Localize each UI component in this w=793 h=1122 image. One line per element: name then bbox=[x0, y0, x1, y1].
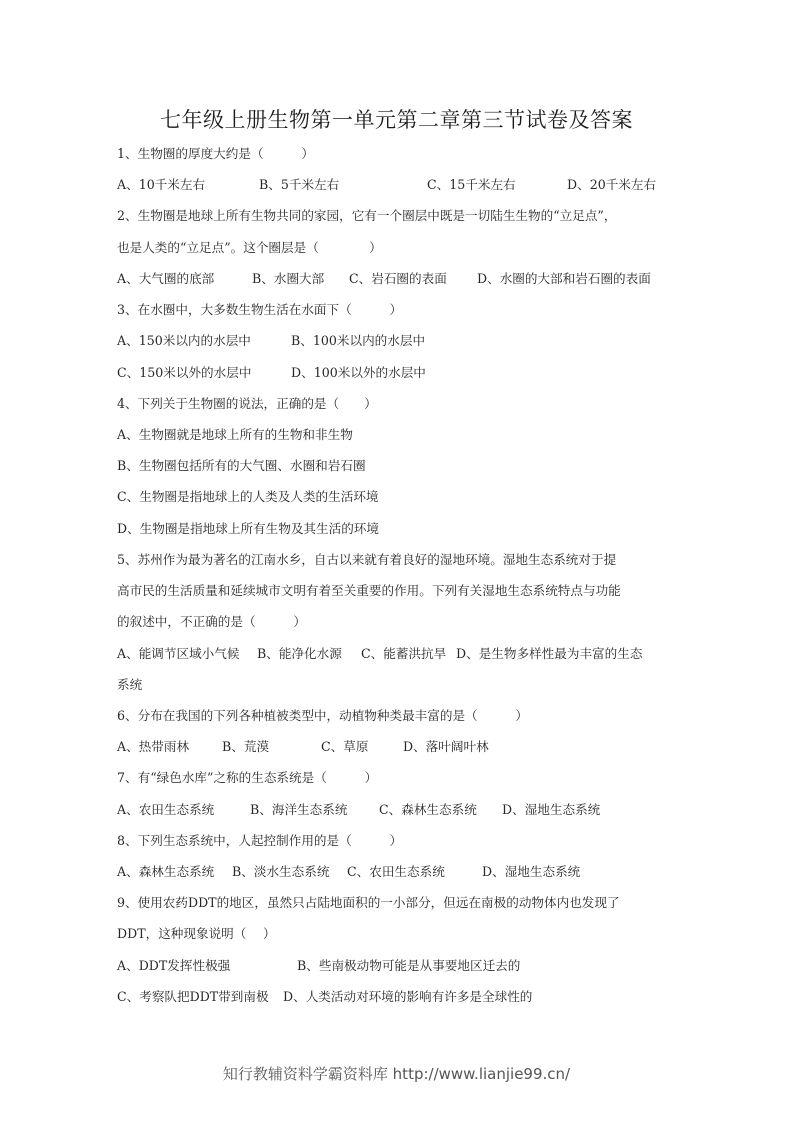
question-6-stem: 6、分布在我国的下列各种植被类型中，动植物种类最丰富的是（ ） bbox=[117, 708, 529, 723]
option-c: C、生物圈是指地球上的人类及人类的生活环境 bbox=[117, 489, 379, 504]
option-a: A、农田生态系统 bbox=[117, 802, 215, 817]
option-d: D、20千米左右 bbox=[567, 177, 657, 192]
question-9-stem-line-1: 9、使用农药DDT的地区，虽然只占陆地面积的一小部分，但远在南极的动物体内也发现了 bbox=[117, 895, 620, 910]
option-b: B、生物圈包括所有的大气圈、水圈和岩石圈 bbox=[117, 458, 366, 473]
option-a: A、DDT发挥性极强 bbox=[117, 958, 231, 973]
option-b: B、海洋生态系统 bbox=[250, 802, 348, 817]
option-c: C、森林生态系统 bbox=[379, 802, 477, 817]
question-3-stem: 3、在水圈中，大多数生物生活在水面下（ ） bbox=[117, 302, 403, 317]
option-b: B、荒漠 bbox=[222, 739, 270, 754]
option-a: A、10千米左右 bbox=[117, 177, 206, 192]
question-5-stem-line-2: 高市民的生活质量和延续城市文明有着至关重要的作用。下列有关湿地生态系统特点与功能 bbox=[117, 583, 621, 598]
option-a: A、热带雨林 bbox=[117, 739, 190, 754]
option-b: B、淡水生态系统 bbox=[232, 864, 330, 879]
option-a: A、生物圈就是地球上所有的生物和非生物 bbox=[117, 427, 353, 442]
option-d: D、生物圈是指地球上所有生物及其生活的环境 bbox=[117, 521, 379, 536]
question-8-stem: 8、下列生态系统中，人起控制作用的是（ ） bbox=[117, 833, 403, 848]
option-b: B、5千米左右 bbox=[259, 177, 340, 192]
question-1-stem: 1、生物圈的厚度大约是（ ） bbox=[117, 146, 314, 161]
option-a: A、大气圈的底部 bbox=[117, 271, 215, 286]
option-b: B、些南极动物可能是从事要地区迁去的 bbox=[297, 958, 521, 973]
option-d: D、人类活动对环境的影响有许多是全球性的 bbox=[283, 989, 533, 1004]
question-5-stem-line-1: 5、苏州作为最为著名的江南水乡，自古以来就有着良好的湿地环境。湿地生态系统对于提 bbox=[117, 552, 617, 567]
option-d: D、湿地生态系统 bbox=[502, 802, 601, 817]
question-2-stem-line-2: 也是人类的“立足点”。这个圈层是（ ） bbox=[117, 240, 382, 255]
option-c: C、150米以外的水层中 bbox=[117, 365, 252, 380]
option-d: D、湿地生态系统 bbox=[482, 864, 581, 879]
option-c: C、考察队把DDT带到南极 bbox=[117, 989, 269, 1004]
option-d: D、是生物多样性最为丰富的生态 bbox=[456, 646, 643, 661]
option-a: A、森林生态系统 bbox=[117, 864, 215, 879]
option-b: B、水圈大部 bbox=[252, 271, 325, 286]
question-5-stem-line-3: 的叙述中，不正确的是（ ） bbox=[117, 614, 306, 629]
question-9-stem-line-2: DDT，这种现象说明（ ） bbox=[117, 926, 276, 941]
question-4-stem: 4、下列关于生物圈的说法，正确的是（ ） bbox=[117, 396, 377, 411]
question-7-stem: 7、有“绿色水库”之称的生态系统是（ ） bbox=[117, 770, 378, 785]
option-c: C、岩石圈的表面 bbox=[349, 271, 447, 286]
option-a: A、能调节区域小气候 bbox=[117, 646, 240, 661]
page-title: 七年级上册生物第一单元第二章第三节试卷及答案 bbox=[160, 108, 633, 132]
option-c: C、能蓄洪抗旱 bbox=[361, 646, 447, 661]
option-c: C、15千米左右 bbox=[427, 177, 516, 192]
option-d: D、100米以外的水层中 bbox=[291, 365, 426, 380]
option-c: C、农田生态系统 bbox=[347, 864, 445, 879]
option-b: B、能净化水源 bbox=[257, 646, 342, 661]
option-d: D、落叶阔叶林 bbox=[403, 739, 489, 754]
option-c: C、草原 bbox=[321, 739, 369, 754]
question-2-stem-line-1: 2、生物圈是地球上所有生物共同的家园，它有一个圈层中既是一切陆生生物的“立足点”， bbox=[117, 208, 617, 223]
option-a: A、150米以内的水层中 bbox=[117, 333, 251, 348]
option-b: B、100米以内的水层中 bbox=[291, 333, 426, 348]
watermark-footer: 知行教辅资料学霸资料库 http://www.lianjie99.cn/ bbox=[222, 1065, 571, 1083]
option-d-continuation: 系统 bbox=[117, 677, 143, 692]
option-d: D、水圈的大部和岩石圈的表面 bbox=[477, 271, 651, 286]
